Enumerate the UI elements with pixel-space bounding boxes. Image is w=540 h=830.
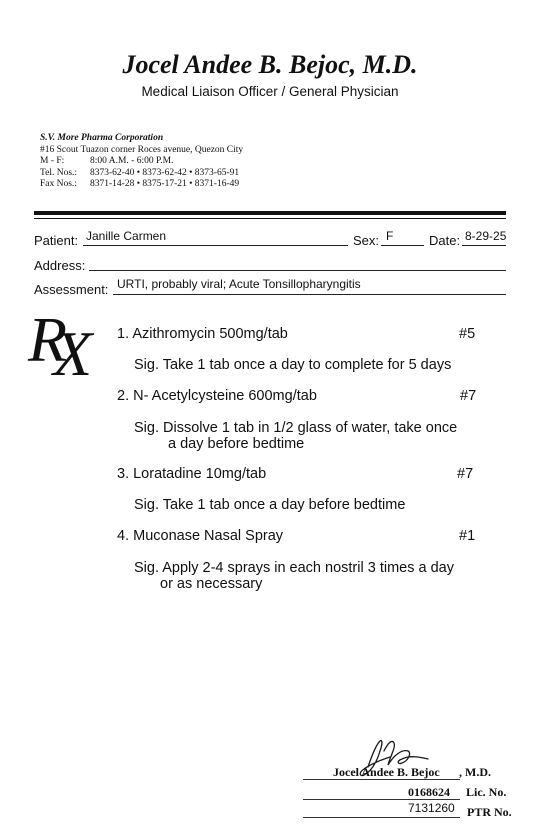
sex-line	[381, 245, 424, 246]
medication-sig: Sig. Dissolve 1 tab in 1/2 glass of water, take once	[134, 420, 458, 436]
ptr-label: PTR No.	[467, 805, 512, 819]
medication-sig: Sig. Apply 2-4 sprays in each nostril 3 times a day	[134, 560, 454, 576]
license-label: Lic. No.	[466, 785, 507, 799]
md-suffix: , M.D.	[459, 765, 491, 779]
license-number: 0168624	[408, 785, 450, 799]
medication-sig-continued: or as necessary	[160, 576, 263, 592]
assessment-label: Assessment:	[34, 282, 109, 297]
clinic-fax	[40, 179, 243, 191]
signed-name: Jocel Andee B. Bejoc	[333, 765, 440, 779]
header-divider-thick	[34, 211, 506, 215]
doctor-name: Jocel Andee B. Bejoc, M.D.	[122, 50, 418, 79]
date-line	[462, 245, 506, 246]
address-label: Address:	[34, 258, 86, 273]
medication-line: 3. Loratadine 10mg/tab	[117, 466, 267, 482]
ptr-line	[303, 817, 460, 818]
clinic-hours	[40, 156, 243, 168]
clinic-tel	[40, 168, 243, 180]
company-name: S.V. More Pharma Corporation	[40, 133, 164, 143]
ptr-number: 7131260	[408, 801, 455, 815]
prescription-date: 8-29-25	[465, 229, 507, 243]
license-line	[303, 799, 460, 800]
medication-sig: Sig. Take 1 tab once a day to complete for 5 days	[134, 357, 452, 373]
clinic-address: #16 Scout Tuazon corner Roces avenue, Quezon City	[40, 144, 244, 155]
medication-line: 4. Muconase Nasal Spray	[117, 528, 284, 544]
sex-label: Sex:	[353, 233, 380, 248]
rx-r: R	[28, 304, 68, 375]
clinic-info	[40, 133, 243, 191]
patient-label: Patient:	[34, 233, 79, 248]
medication-line: 1. Azithromycin 500mg/tab	[117, 326, 288, 342]
patient-name-line	[83, 245, 348, 246]
fax-label: Fax Nos.:	[40, 179, 77, 189]
medication-quantity: #7	[460, 388, 477, 404]
tel-value: 8373-62-40 • 8373-62-42 • 8373-65-91	[90, 167, 240, 178]
date-label: Date:	[429, 233, 461, 248]
hours-value: 8:00 A.M. - 6:00 P.M.	[90, 156, 174, 166]
tel-label: Tel. Nos.:	[40, 167, 78, 178]
signature-line	[303, 779, 460, 780]
patient-sex: F	[386, 229, 394, 243]
medication-quantity: #5	[459, 326, 476, 342]
assessment-line	[113, 294, 506, 295]
hours-label: M - F:	[40, 156, 65, 166]
medication-line: 2. N- Acetylcysteine 600mg/tab	[117, 388, 317, 404]
rx-symbol	[28, 304, 93, 389]
medication-quantity: #7	[457, 466, 474, 482]
medication-sig: Sig. Take 1 tab once a day before bedtime	[134, 497, 406, 513]
fax-value: 8371-14-28 • 8375-17-21 • 8371-16-49	[90, 179, 240, 189]
patient-name: Janille Carmen	[86, 229, 167, 243]
medication-quantity: #1	[459, 528, 476, 544]
assessment-value: URTI, probably viral; Acute Tonsillopharyngitis	[117, 277, 361, 291]
doctor-title: Medical Liaison Officer / General Physician	[141, 84, 399, 99]
header-divider-thin	[34, 218, 506, 219]
rx-x: X	[53, 318, 93, 389]
medication-sig-continued: a day before bedtime	[168, 436, 305, 452]
address-line	[89, 270, 506, 271]
